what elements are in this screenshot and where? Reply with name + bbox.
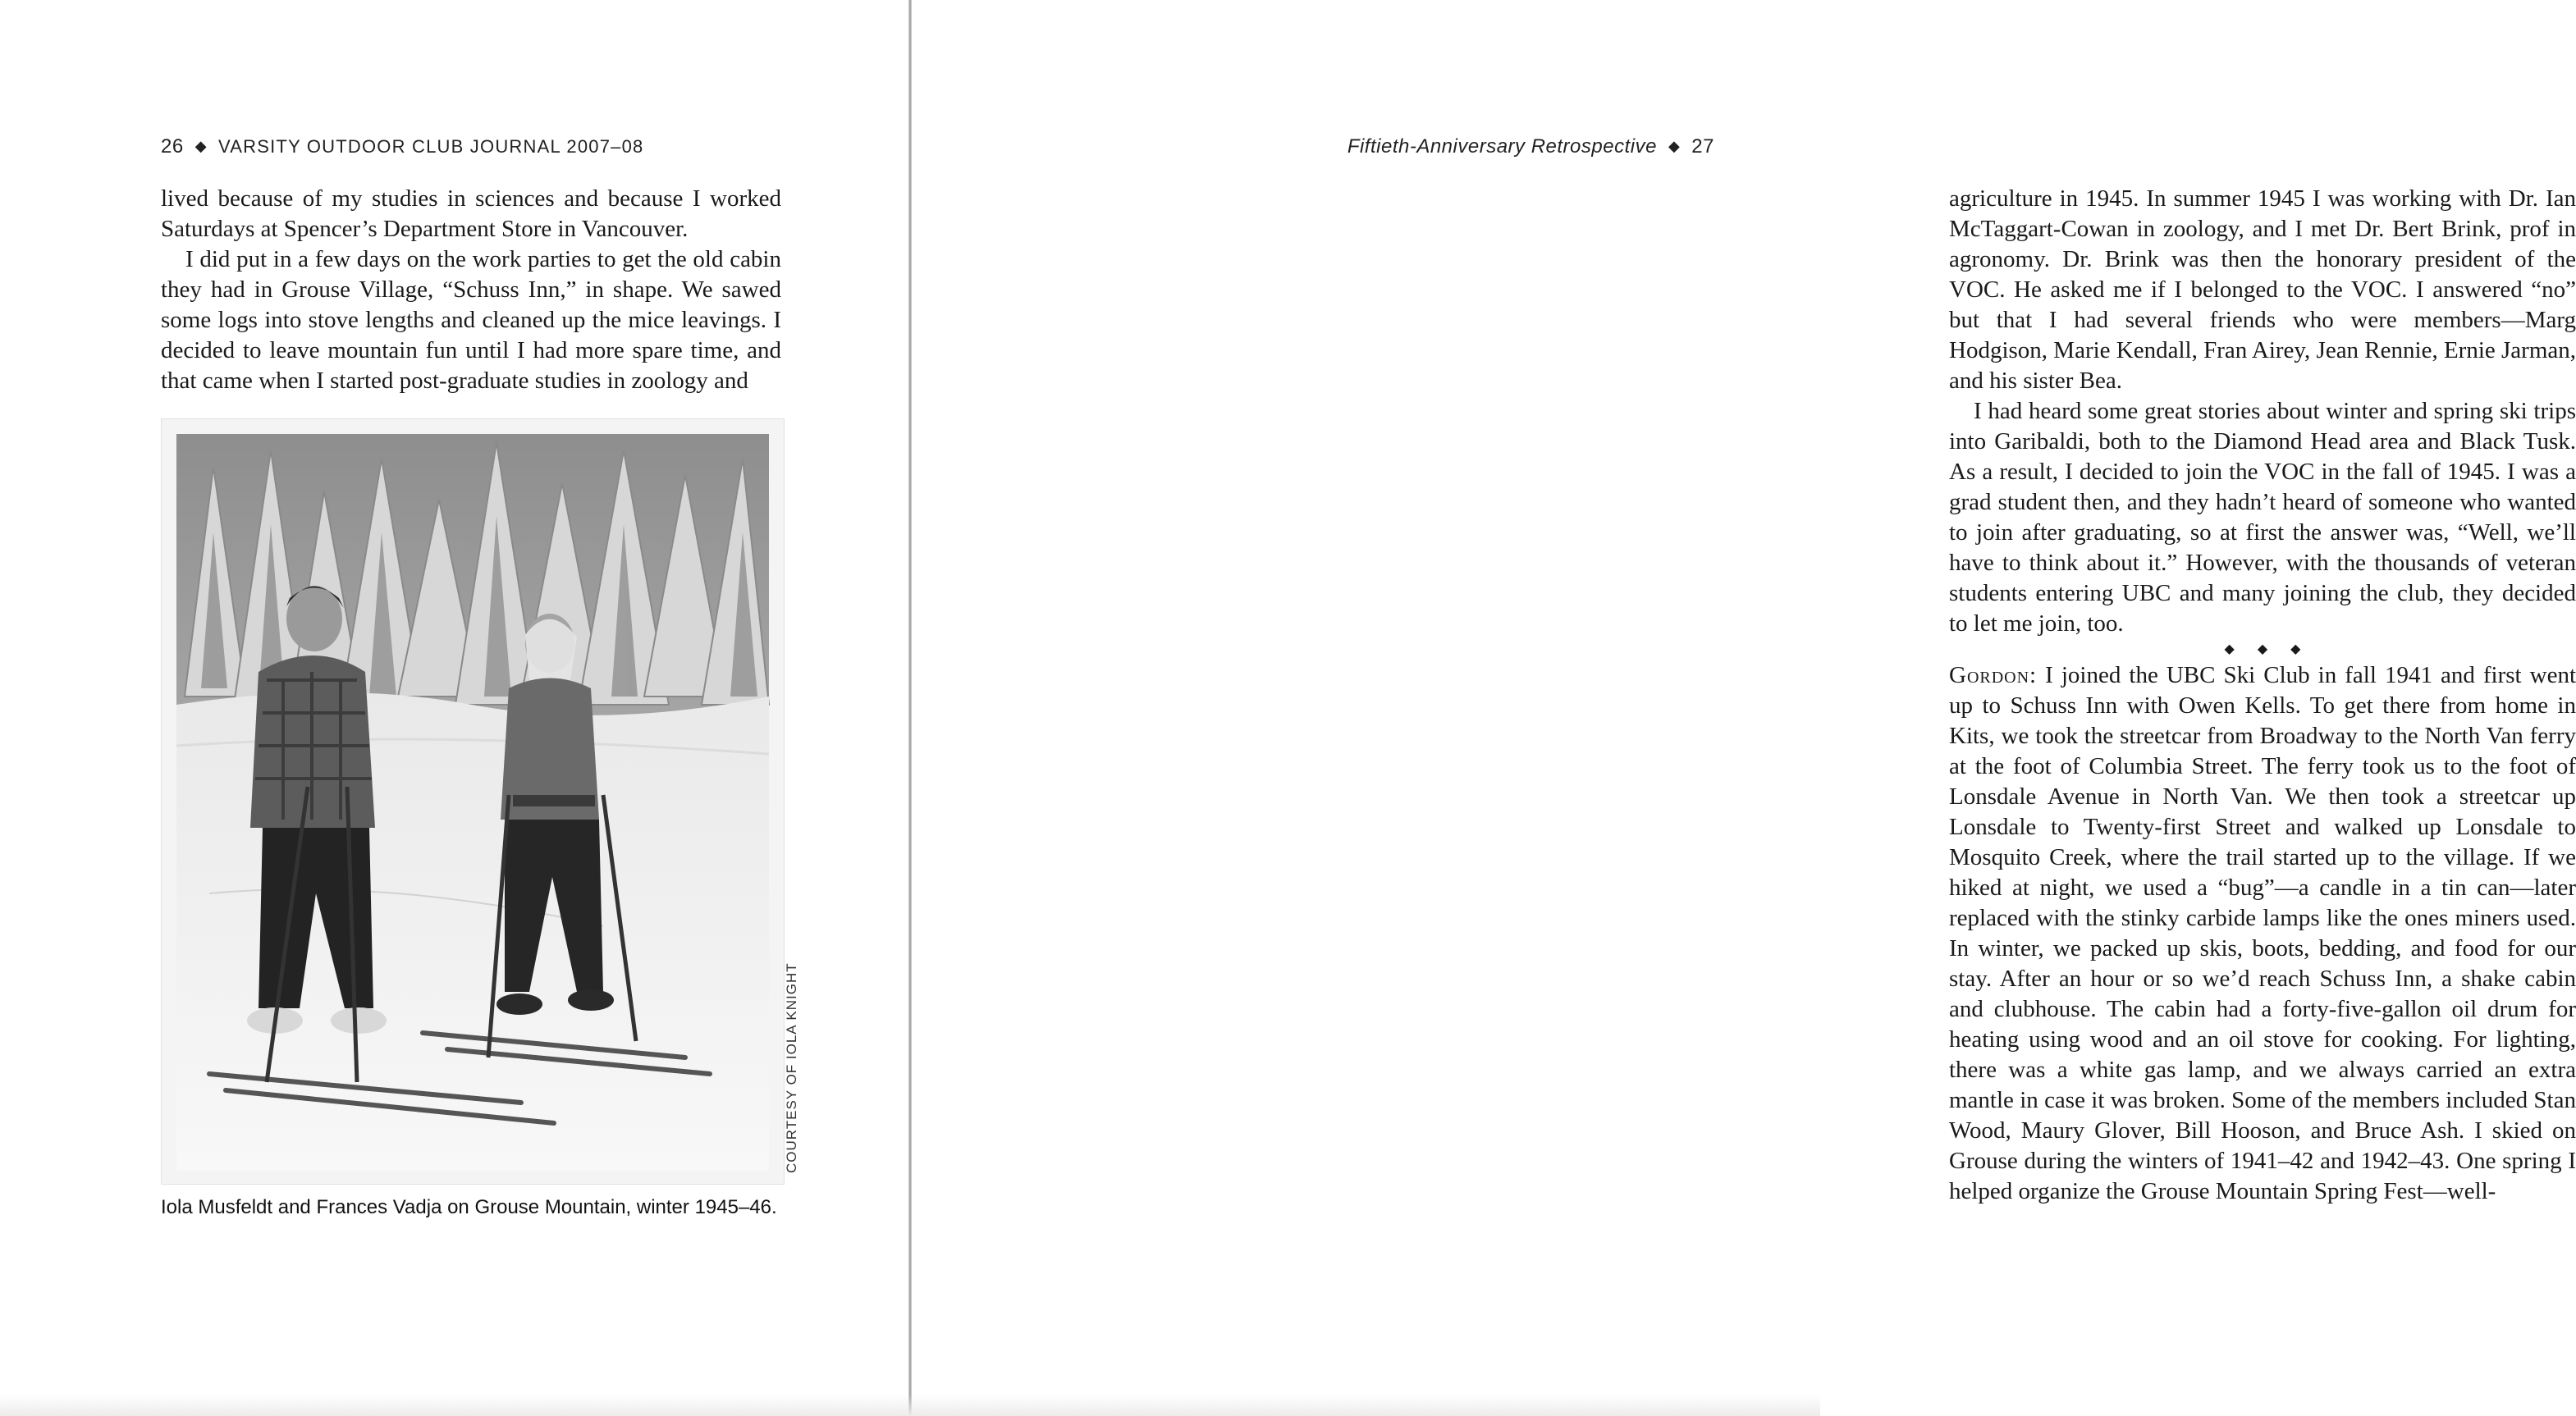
left-running-title: VARSITY OUTDOOR CLUB JOURNAL 2007–08 [218, 136, 644, 157]
body-paragraph: agriculture in 1945. In summer 1945 I was working with Dr. Ian McTaggart-Cowan in zoology, and I met Dr. Bert Brink, prof in agronomy. Dr. Brink was then the honorary president of the VOC. He asked me if I belonged to the VOC. I answered “no” but that I had several friends who were members—Marg Hodgison, Marie Kendall, Fran Airey, Jean Rennie, Ernie Jarman, and his sister Bea. [1949, 185, 2576, 394]
diamond-ornament-icon: ◆ [194, 138, 208, 154]
left-page [0, 0, 909, 1416]
body-paragraph: I did put in a few days on the work parties to get the old cabin they had in Grouse Village, “Schuss Inn,” in shape. We sawed some logs into stove lengths and cleaned up the mice leavings. I decided to leave mountain fun until I had more spare time, and that came when I started post-graduate studies in zoology and [161, 246, 781, 394]
right-body-text [1949, 184, 2576, 1207]
left-running-header [161, 131, 643, 161]
speaker-paragraph [1949, 660, 2576, 1207]
body-paragraph: lived because of my studies in sciences and because I worked Saturdays at Spencer’s Department Store in Vancouver. [161, 185, 781, 242]
body-paragraph: I had heard some great stories about winter and spring ski trips into Garibaldi, both to the Diamond Head area and Black Tusk. As a result, I decided to join the VOC in the fall of 1945. I was a grad student then, and they hadn’t heard of someone who wanted to join after graduating, so at first the answer was, “Well, we’ll have to think about it.” However, with the thousands of veteran students entering UBC and many joining the club, they decided to let me join, too. [1949, 398, 2576, 637]
scan-bottom-shadow [0, 1395, 1820, 1416]
left-body-text [161, 184, 781, 396]
right-page-number: 27 [1691, 135, 1714, 158]
section-break-ornament: ◆◆◆ [2224, 642, 2324, 656]
skiers-photograph [176, 434, 769, 1171]
right-running-header [1347, 131, 1714, 161]
right-running-title: Fiftieth-Anniversary Retrospective [1347, 135, 1657, 158]
right-page [912, 0, 2576, 1416]
photo-print [161, 418, 785, 1185]
photo-illustration [176, 434, 769, 1171]
speaker-label: Gordon: [1949, 662, 2038, 688]
photo-credit: COURTESY OF IOLA KNIGHT [784, 962, 799, 1173]
photo-caption: Iola Musfeldt and Frances Vadja on Grouse Mountain, winter 1945–46. [161, 1196, 777, 1218]
left-page-number: 26 [161, 135, 184, 158]
diamond-ornament-icon: ◆ [1668, 138, 1681, 154]
speaker-text: I joined the UBC Ski Club in fall 1941 and first went up to Schuss Inn with Owen Kells. To get there from home in Kits, we took the streetcar from Broadway to the North Van ferry at the foot of Columbia Street. The ferry took us to the foot of Lonsdale Avenue in North Van. We then took a streetcar up Lonsdale to Twenty-first Street and walked up Lonsdale to Mosquito Creek, where the trail started up to the village. If we hiked at night, we used a “bug”—a candle in a tin can—later replaced with the stinky carbide lamps like the ones miners used. In winter, we packed up skis, boots, bedding, and food for our stay. After an hour or so we’d reach Schuss Inn, a shake cabin and clubhouse. The cabin had a forty-five-gallon oil drum for heating using wood and an oil stove for cooking. For lighting, there was a white gas lamp, and we always carried an extra mantle in case it was broken. Some of the members included Stan Wood, Maury Glover, Bill Hooson, and Bruce Ash. I skied on Grouse during the winters of 1941–42 and 1942–43. One spring I helped organize the Grouse Mountain Spring Fest—well- [1949, 662, 2576, 1204]
